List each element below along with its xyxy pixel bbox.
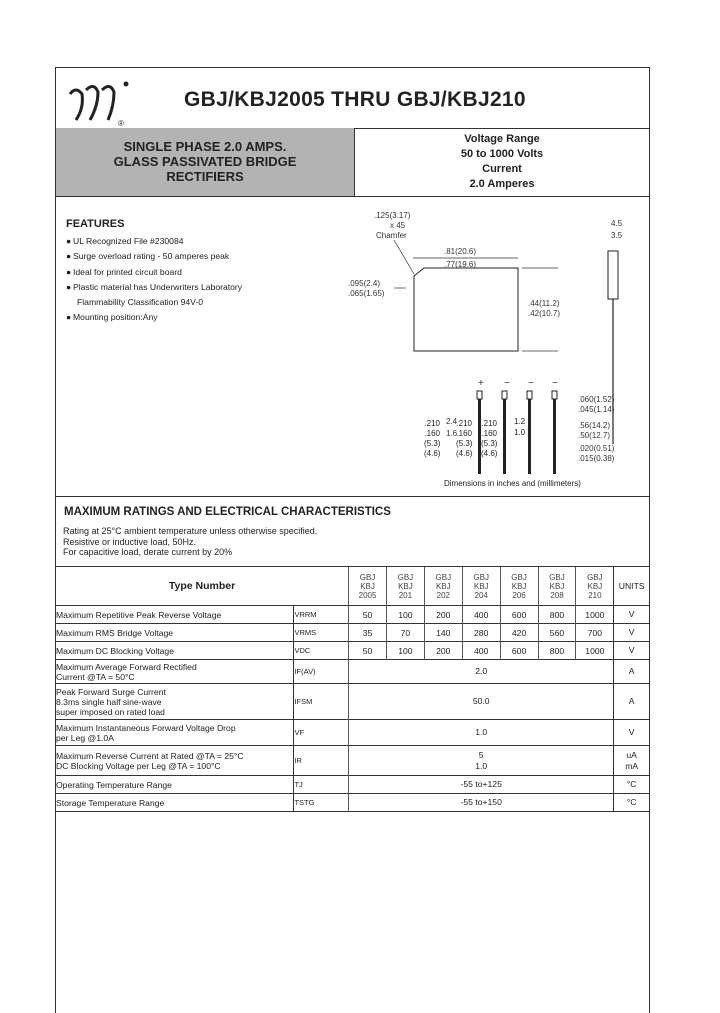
unit-cell: V (614, 642, 649, 660)
value-cell: 420 (500, 624, 538, 642)
feature-text: Surge overload rating - 50 amperes peak (73, 251, 230, 262)
symbol-cell: IFSM (294, 684, 349, 720)
dim-label: .095(2.4) (348, 279, 381, 288)
symbol-cell: VF (294, 720, 349, 746)
ratings-notes (63, 526, 317, 558)
parameter-cell: Operating Temperature Range (56, 776, 294, 794)
dim-label: (5.3) (424, 439, 441, 448)
dim-label: .020(0.51) (578, 444, 615, 453)
feature-item (66, 234, 242, 249)
dim-label: .42(10.7) (528, 309, 561, 318)
units-header: UNITS (614, 567, 649, 606)
unit-cell: uA mA (614, 746, 649, 776)
document-title: GBJ/KBJ2005 THRU GBJ/KBJ210 (184, 88, 526, 111)
pitch-label (424, 419, 440, 459)
feature-text: UL Recognized File #230084 (73, 236, 184, 246)
table-row (56, 720, 649, 746)
value-cell: 1000 (576, 642, 614, 660)
features-list (66, 234, 242, 326)
feature-text: Mounting position:Any (73, 312, 158, 323)
product-banner (56, 128, 355, 196)
parameter-cell: Maximum Instantaneous Forward Voltage Drop per Leg @1.0A (56, 720, 294, 746)
dim-label: .210 (481, 419, 498, 428)
symbol-cell: VRMS (294, 624, 349, 642)
datasheet-frame (55, 67, 650, 1013)
symbol-cell: IF(AV) (294, 660, 349, 684)
feature-text: Ideal for printed circuit board (73, 266, 182, 277)
value-cell: 70 (386, 624, 424, 642)
value-cell: 100 (386, 606, 424, 624)
value-cell: 700 (576, 624, 614, 642)
value-cell: 50.0 (349, 684, 614, 720)
pin-mark: ~ (528, 378, 534, 389)
dim-label: .81(20.6) (444, 247, 477, 256)
feature-item (66, 310, 242, 325)
note-line: For capacitive load, derate current by 20% (63, 547, 233, 557)
parameter-cell: Peak Forward Surge Current 8.3ms single half sine-wave super imposed on rated load (56, 684, 294, 720)
divider (56, 496, 649, 497)
bullet-icon: ● (66, 236, 72, 246)
pitch-label (456, 419, 472, 459)
bullet-icon: ● (66, 281, 72, 292)
symbol-cell: VDC (294, 642, 349, 660)
dim-label: .160 (424, 429, 441, 438)
dim-label: .125(3.17) (374, 211, 411, 220)
dim-label: (4.6) (481, 449, 498, 458)
table-row (56, 606, 649, 624)
value-cell: 35 (349, 624, 387, 642)
value-cell: 1000 (576, 606, 614, 624)
symbol-cell: VRRM (294, 606, 349, 624)
unit-cell: A (614, 684, 649, 720)
bullet-icon: ● (66, 266, 72, 277)
feature-text: Flammability Classification 94V-0 (77, 297, 204, 308)
value-cell: 560 (538, 624, 576, 642)
banner-line: RECTIFIERS (166, 169, 244, 184)
dim-label: .160 (481, 429, 498, 438)
table-row (56, 684, 649, 720)
dim-label: .210 (456, 419, 473, 428)
parameter-cell: Maximum Repetitive Peak Reverse Voltage (56, 606, 294, 624)
value-cell: 600 (500, 606, 538, 624)
symbol-cell: TJ (294, 776, 349, 794)
dim-label: .060(1.52) (578, 395, 615, 404)
banner-line: SINGLE PHASE 2.0 AMPS. (123, 139, 287, 154)
note-line: Resistive or inductive load, 50Hz. (63, 536, 197, 547)
column-header: GBJ KBJ 210 (576, 567, 614, 606)
column-header: GBJ KBJ 2005 (349, 567, 387, 606)
drawing-caption: Dimensions in inches and (millimeters) (444, 479, 581, 488)
table-row (56, 794, 649, 812)
dim-label: 1.2 (514, 417, 526, 426)
pitch-label (481, 419, 497, 459)
value-cell: -55 to+150 (349, 794, 614, 812)
dim-label: 1.6 (446, 429, 458, 438)
unit-cell: V (614, 606, 649, 624)
feature-item (66, 280, 242, 295)
column-header: GBJ KBJ 202 (424, 567, 462, 606)
bullet-icon: ● (66, 312, 72, 323)
symbol-cell: IR (294, 746, 349, 776)
feature-item (66, 295, 242, 310)
pin-mark: + (478, 378, 484, 389)
dim-label: .065(1.65) (348, 289, 385, 298)
value-cell: 1.0 (349, 720, 614, 746)
dim-label: 4.5 (611, 219, 623, 228)
dim-label: (4.6) (424, 449, 441, 458)
dim-label: .015(0.38) (578, 454, 615, 463)
value-cell: 5 1.0 (349, 746, 614, 776)
dim-label: .50(12.7) (578, 431, 611, 440)
value-cell: 800 (538, 606, 576, 624)
ratings-title: MAXIMUM RATINGS AND ELECTRICAL CHARACTERISTICS (64, 506, 391, 518)
vr-line: 2.0 Amperes (469, 178, 535, 190)
banner-line: GLASS PASSIVATED BRIDGE (113, 154, 297, 169)
package-drawing (346, 206, 649, 496)
unit-cell: A (614, 660, 649, 684)
voltage-range-box (355, 128, 649, 196)
value-cell: 280 (462, 624, 500, 642)
table-row (56, 624, 649, 642)
column-header: GBJ KBJ 204 (462, 567, 500, 606)
value-cell: 50 (349, 642, 387, 660)
table-row (56, 660, 649, 684)
feature-text: Plastic material has Underwriters Laboratory (73, 281, 243, 292)
dim-label: .56(14.2) (578, 421, 611, 430)
dim-label: .160 (456, 429, 473, 438)
parameter-cell: Maximum Reverse Current at Rated @TA = 25°C DC Blocking Voltage per Leg @TA = 100°C (56, 746, 294, 776)
dim-label: 1.0 (514, 428, 526, 437)
unit-cell: V (614, 720, 649, 746)
table-row (56, 776, 649, 794)
dim-label: .44(11.2) (528, 299, 560, 308)
dim-label: (5.3) (481, 439, 498, 448)
feature-item (66, 265, 242, 280)
parameter-cell: Maximum DC Blocking Voltage (56, 642, 294, 660)
pin-mark: − (552, 378, 558, 389)
column-header: GBJ KBJ 201 (386, 567, 424, 606)
value-cell: 50 (349, 606, 387, 624)
vr-line: Current (482, 163, 522, 175)
parameter-cell: Maximum Average Forward Rectified Current @TA = 50°C (56, 660, 294, 684)
value-cell: 100 (386, 642, 424, 660)
table-row (56, 746, 649, 776)
unit-cell: °C (614, 776, 649, 794)
bullet-icon: ● (66, 251, 72, 262)
pin-mark: ~ (504, 378, 510, 389)
dim-label: 3.5 (611, 231, 623, 240)
value-cell: 140 (424, 624, 462, 642)
company-logo (64, 76, 132, 128)
value-cell: -55 to+125 (349, 776, 614, 794)
registered-mark: ® (118, 119, 124, 128)
value-cell: 400 (462, 642, 500, 660)
dim-label: .045(1.14) (578, 405, 615, 414)
table-row (56, 642, 649, 660)
value-cell: 2.0 (349, 660, 614, 684)
column-header: GBJ KBJ 206 (500, 567, 538, 606)
parameter-cell: Storage Temperature Range (56, 794, 294, 812)
value-cell: 200 (424, 642, 462, 660)
feature-item (66, 249, 242, 264)
value-cell: 400 (462, 606, 500, 624)
dim-label: 2.4 (446, 417, 458, 426)
value-cell: 600 (500, 642, 538, 660)
note-line: Rating at 25°C ambient temperature unless otherwise specified. (63, 526, 318, 536)
value-cell: 800 (538, 642, 576, 660)
vr-line: 50 to 1000 Volts (460, 148, 544, 160)
table-header-row (56, 567, 649, 606)
dim-label: .77(19.6) (444, 260, 477, 269)
dim-label: x 45 (390, 221, 406, 230)
dim-label: .210 (424, 419, 441, 428)
parameter-cell: Maximum RMS Bridge Voltage (56, 624, 294, 642)
features-title: FEATURES (66, 218, 125, 230)
unit-cell: °C (614, 794, 649, 812)
column-header: GBJ KBJ 208 (538, 567, 576, 606)
value-cell: 200 (424, 606, 462, 624)
unit-cell: V (614, 624, 649, 642)
dim-label: (5.3) (456, 439, 473, 448)
vr-line: Voltage Range (464, 133, 540, 145)
dim-label: (4.6) (456, 449, 473, 458)
ratings-table (56, 566, 649, 812)
symbol-cell: TSTG (294, 794, 349, 812)
dim-label: Chamfer (376, 231, 407, 240)
type-number-header: Type Number (56, 567, 349, 606)
lead-width-label (514, 416, 525, 438)
